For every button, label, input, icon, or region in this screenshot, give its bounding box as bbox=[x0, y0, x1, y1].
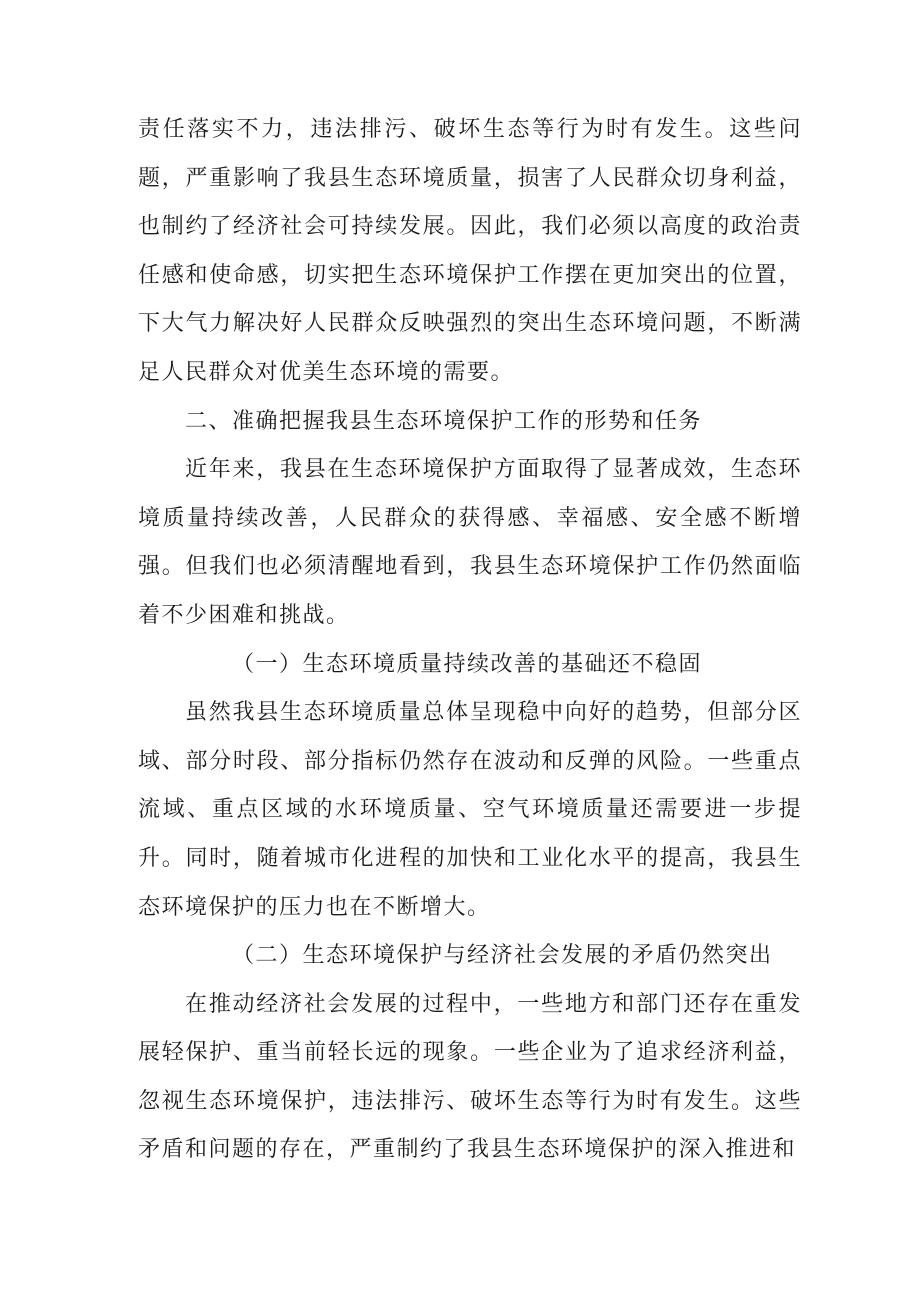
document-body bbox=[138, 106, 802, 1175]
paragraph-situation: 近年来，我县在生态环境保护方面取得了显著成效，生态环境质量持续改善，人民群众的获得感、幸福感、安全感不断增强。但我们也必须清醒地看到，我县生态环境保护工作仍然面临着不少困难和挑战。 bbox=[138, 457, 802, 628]
subsection-heading-1: （一）生态环境质量持续改善的基础还不稳固 bbox=[232, 651, 703, 677]
paragraph-foundation: 虽然我县生态环境质量总体呈现稳中向好的趋势，但部分区域、部分时段、部分指标仍然存在波动和反弹的风险。一些重点流域、重点区域的水环境质量、空气环境质量还需要进一步提升。同时，随着城市化进程的加快和工业化水平的提高，我县生态环境保护的压力也在不断增大。 bbox=[138, 700, 802, 920]
paragraph-continuation: 责任落实不力，违法排污、破坏生态等行为时有发生。这些问题，严重影响了我县生态环境质量，损害了人民群众切身利益，也制约了经济社会可持续发展。因此，我们必须以高度的政治责任感和使命感，切实把生态环境保护工作摆在更加突出的位置，下大气力解决好人民群众反映强烈的突出生态环境问题，不断满足人民群众对优美生态环境的需要。 bbox=[138, 117, 802, 385]
subsection-heading-2: （二）生态环境保护与经济社会发展的矛盾仍然突出 bbox=[232, 943, 773, 969]
section-heading-2: 二、准确把握我县生态环境保护工作的形势和任务 bbox=[185, 408, 703, 434]
paragraph-contradiction: 在推动经济社会发展的过程中，一些地方和部门还存在重发展轻保护、重当前轻长远的现象。一些企业为了追求经济利益，忽视生态环境保护，违法排污、破坏生态等行为时有发生。这些矛盾和问题的存在，严重制约了我县生态环境保护的深入推进和 bbox=[138, 991, 802, 1163]
